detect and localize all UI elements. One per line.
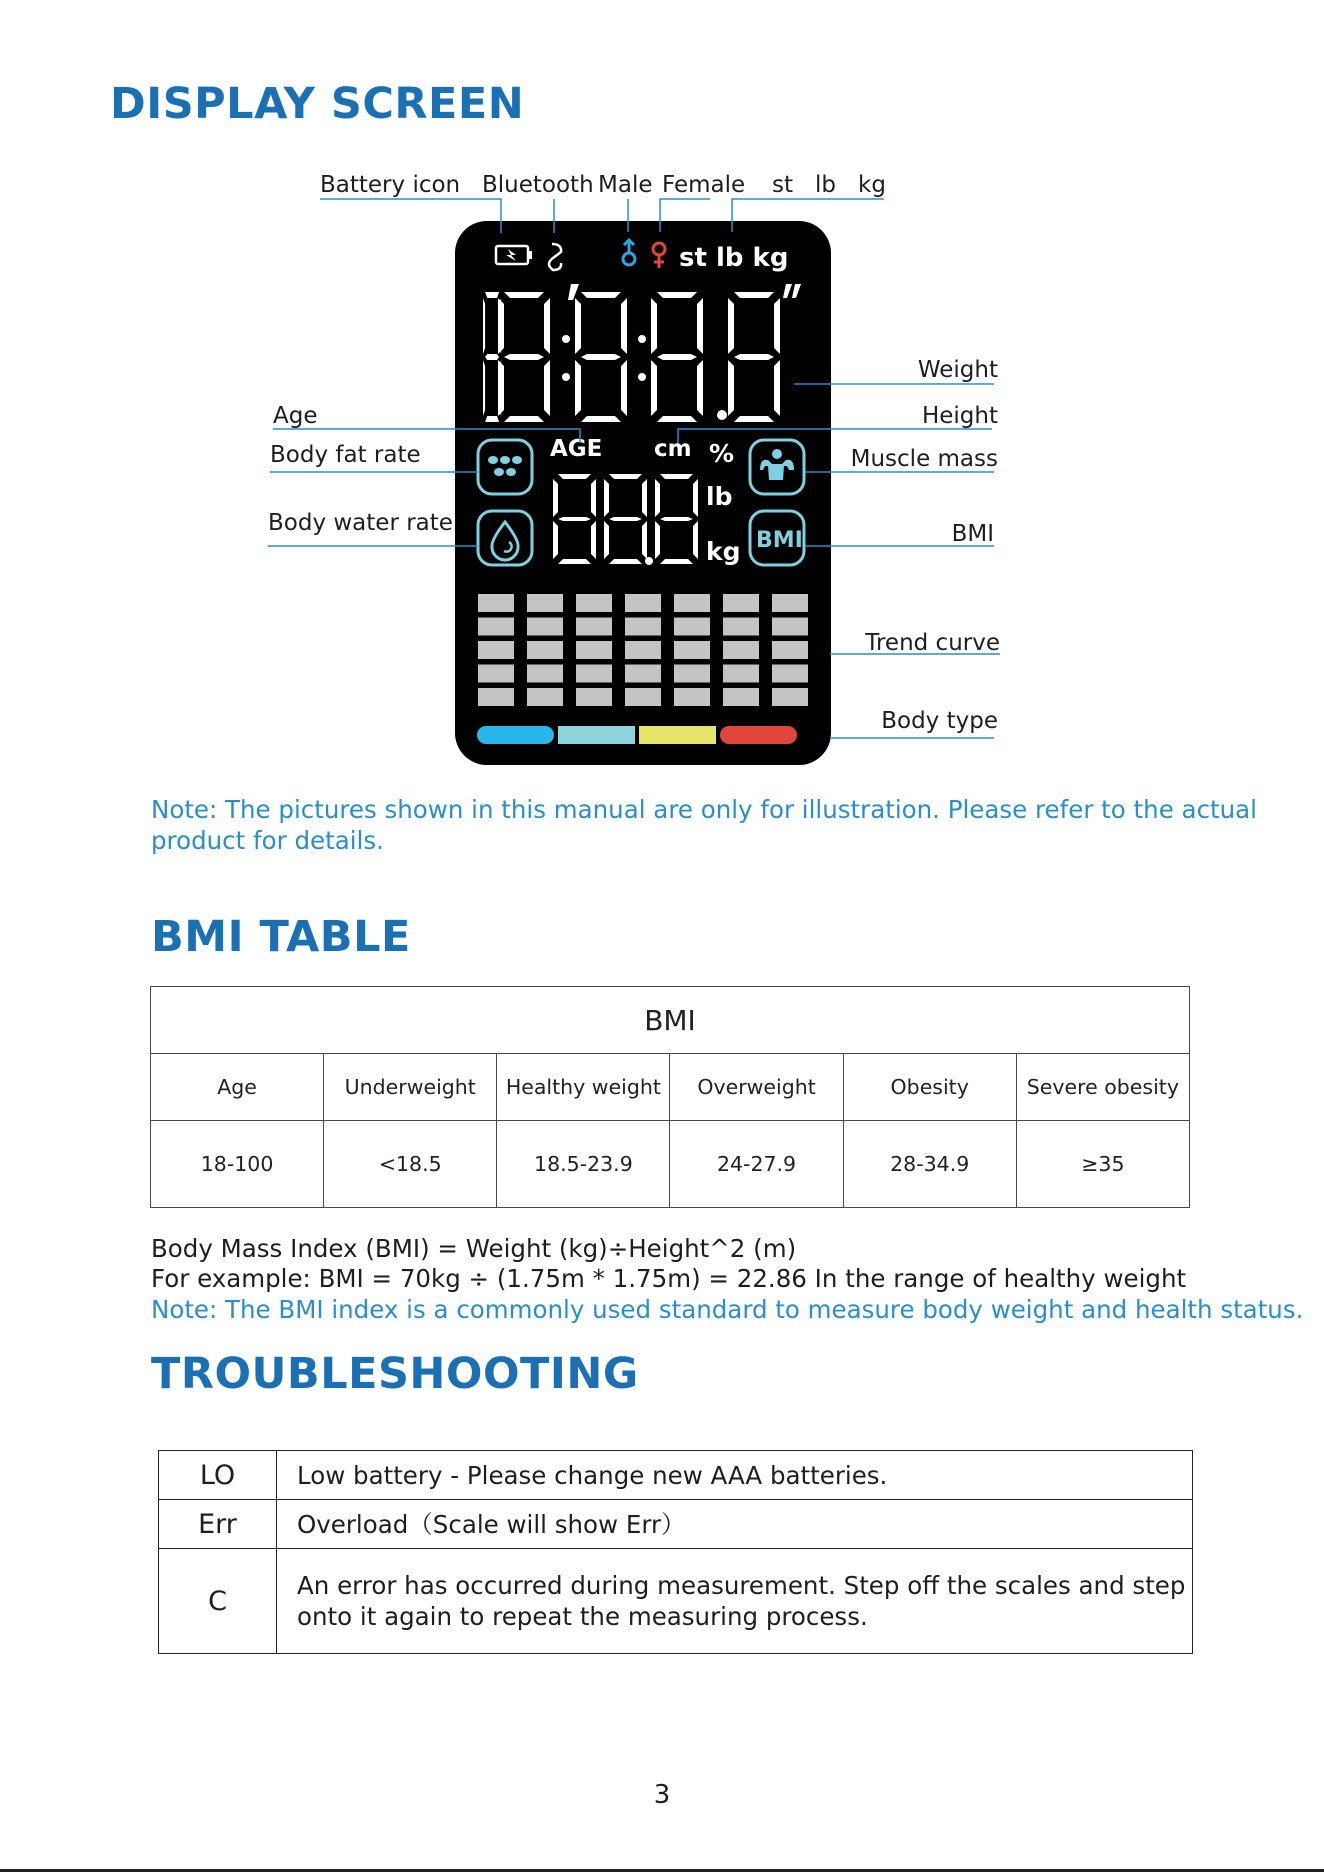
trend-segment	[478, 688, 514, 706]
trend-segment	[625, 641, 661, 659]
error-description-c: An error has occurred during measurement. Step off the scales and step onto it again to repeat the measuring process.	[277, 1549, 1193, 1654]
label-battery-icon: Battery icon	[320, 172, 461, 198]
page-number: 3	[653, 1780, 671, 1810]
trend-segment	[478, 618, 514, 636]
lcd-lb-label: lb	[706, 482, 733, 511]
label-kg: kg	[858, 172, 886, 198]
label-trend-curve: Trend curve	[865, 630, 1000, 656]
bmi-col-severe-obesity: Severe obesity	[1016, 1054, 1189, 1121]
trend-segment	[478, 665, 514, 683]
lcd-age-label: AGE	[550, 436, 603, 462]
bmi-value-severe-obesity: ≥35	[1016, 1121, 1189, 1208]
trend-segment	[674, 641, 710, 659]
label-bluetooth: Bluetooth	[482, 172, 594, 198]
trend-segment	[772, 618, 808, 636]
error-code-err: Err	[159, 1500, 277, 1549]
lcd-kg-label: kg	[706, 537, 741, 566]
trend-segment	[527, 665, 563, 683]
trend-segment	[527, 641, 563, 659]
trend-segment	[772, 641, 808, 659]
display-screen-title: DISPLAY SCREEN	[110, 79, 525, 129]
bmi-table-title: BMI TABLE	[151, 912, 411, 962]
body-type-segment	[477, 726, 554, 744]
trend-segment	[674, 618, 710, 636]
label-muscle-mass: Muscle mass	[850, 446, 998, 472]
label-female: Female	[662, 172, 746, 198]
error-description-lo: Low battery - Please change new AAA batteries.	[277, 1451, 1193, 1500]
trend-segment	[625, 618, 661, 636]
trend-segment	[478, 594, 514, 612]
label-lb: lb	[815, 172, 836, 198]
body-type-segment	[720, 726, 797, 744]
bmi-value-healthy: 18.5-23.9	[497, 1121, 670, 1208]
troubleshooting-title: TROUBLESHOOTING	[151, 1349, 639, 1399]
trend-segment	[723, 641, 759, 659]
trend-segment	[625, 688, 661, 706]
trend-segment	[723, 688, 759, 706]
bmi-col-healthy: Healthy weight	[497, 1054, 670, 1121]
bmi-value-obesity: 28-34.9	[843, 1121, 1016, 1208]
trend-segment	[576, 688, 612, 706]
bmi-table	[150, 986, 1190, 1208]
bmi-col-obesity: Obesity	[843, 1054, 1016, 1121]
bmi-col-age: Age	[151, 1054, 324, 1121]
trend-segment	[723, 594, 759, 612]
trend-segment	[625, 594, 661, 612]
bmi-value-underweight: <18.5	[324, 1121, 497, 1208]
trend-segment	[527, 688, 563, 706]
svg-text:BMI: BMI	[756, 528, 803, 553]
trend-segment	[674, 594, 710, 612]
label-body-type: Body type	[881, 708, 998, 734]
body-type-segment	[639, 726, 716, 744]
lcd-percent-label: %	[709, 439, 735, 468]
lcd-units-top: st lb kg	[679, 243, 789, 273]
bmi-col-underweight: Underweight	[324, 1054, 497, 1121]
error-code-lo: LO	[159, 1451, 277, 1500]
trend-segment	[723, 665, 759, 683]
display-screen-diagram	[0, 150, 1324, 780]
label-height: Height	[921, 403, 998, 429]
label-body-fat-rate: Body fat rate	[270, 442, 421, 468]
label-body-water-rate: Body water rate	[268, 510, 453, 536]
trend-segment	[674, 688, 710, 706]
error-code-c: C	[159, 1549, 277, 1654]
body-type-segment	[558, 726, 635, 744]
trend-segment	[527, 594, 563, 612]
trend-segment	[772, 688, 808, 706]
trend-segment	[576, 594, 612, 612]
bmi-value-age: 18-100	[151, 1121, 324, 1208]
lcd-cm-label: cm	[654, 436, 692, 462]
bmi-note: Note: The BMI index is a commonly used standard to measure body weight and health status.	[151, 1295, 1304, 1324]
trend-segment	[772, 665, 808, 683]
trend-segment	[576, 618, 612, 636]
trend-segment	[576, 665, 612, 683]
trend-segment	[674, 665, 710, 683]
trend-segment	[772, 594, 808, 612]
bmi-table-header: BMI	[151, 987, 1190, 1054]
trend-segment	[527, 618, 563, 636]
trend-segment	[576, 641, 612, 659]
trend-curve-bars	[478, 594, 808, 706]
bmi-example: For example: BMI = 70kg ÷ (1.75m * 1.75m) = 22.86 In the range of healthy weight	[151, 1264, 1187, 1293]
error-description-err: Overload（Scale will show Err）	[277, 1500, 1193, 1549]
label-weight: Weight	[917, 357, 998, 383]
illustration-note: Note: The pictures shown in this manual are only for illustration. Please refer to the actual product for details.	[151, 795, 1257, 855]
bmi-formula: Body Mass Index (BMI) = Weight (kg)÷Height^2 (m)	[151, 1234, 797, 1263]
label-st: st	[772, 172, 794, 198]
trend-segment	[478, 641, 514, 659]
label-bmi: BMI	[951, 521, 994, 547]
label-age: Age	[273, 403, 318, 429]
bmi-value-overweight: 24-27.9	[670, 1121, 843, 1208]
label-male: Male	[598, 172, 653, 198]
trend-segment	[723, 618, 759, 636]
bmi-col-overweight: Overweight	[670, 1054, 843, 1121]
trend-segment	[625, 665, 661, 683]
troubleshooting-table	[158, 1450, 1193, 1654]
